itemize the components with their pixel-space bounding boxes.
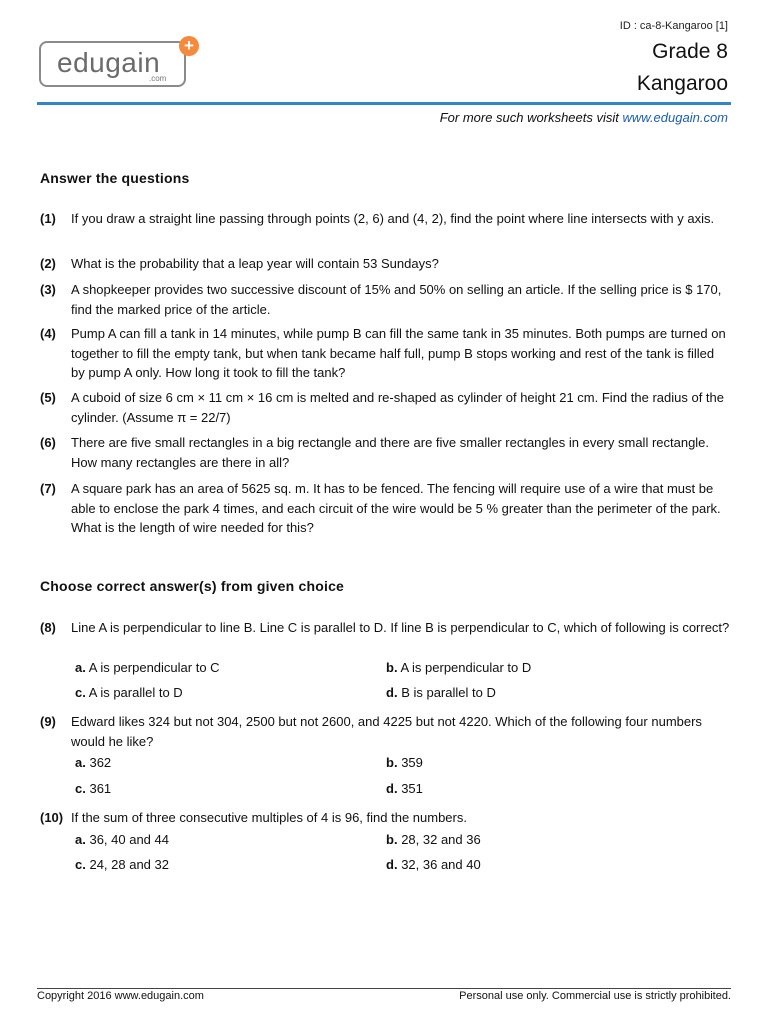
page-id: ID : ca-8-Kangaroo [1] (619, 20, 728, 32)
option-text: 361 (89, 781, 112, 796)
option-text: A is perpendicular to C (88, 660, 220, 675)
option-text: A is perpendicular to D (400, 660, 532, 675)
question-text: Line A is perpendicular to line B. Line C is parallel to D. If line B is perpendicular to C, which of following is correct? (71, 620, 730, 635)
option-text: 359 (401, 755, 423, 770)
option-text: 28, 32 and 36 (401, 832, 481, 847)
question-1 (40, 209, 730, 229)
question-text: A shopkeeper provides two successive discount of 15% and 50% on selling an article. If the selling price is $ 170, find the marked price of the article. (71, 282, 722, 317)
logo-wordmark: edugain (57, 47, 161, 78)
question-text: A cuboid of size 6 cm × 11 cm × 16 cm is melted and re-shaped as cylinder of height 21 cm. Find the radius of the cylinder. (Assume π = 22/7) (71, 390, 724, 425)
options-row (75, 832, 675, 851)
option-d[interactable] (386, 685, 496, 700)
option-text: 362 (89, 755, 112, 770)
question-4 (40, 324, 730, 383)
option-label: b. (386, 755, 398, 770)
section-title-answer: Answer the questions (40, 170, 190, 186)
options-row (75, 857, 675, 876)
option-label: c. (75, 857, 86, 872)
option-c[interactable] (75, 781, 111, 796)
option-text: 351 (401, 781, 423, 796)
options-row (75, 755, 675, 774)
question-8 (40, 618, 730, 638)
option-a[interactable] (75, 832, 169, 847)
option-label: b. (386, 832, 398, 847)
option-c[interactable] (75, 857, 169, 872)
question-text: If you draw a straight line passing through points (2, 6) and (4, 2), find the point where line intersects with y axis. (71, 211, 715, 226)
option-a[interactable] (75, 660, 220, 675)
question-text: What is the probability that a leap year will contain 53 Sundays? (71, 256, 439, 271)
edugain-logo (39, 41, 186, 87)
question-number: (8) (40, 620, 56, 635)
logo-plus-icon: + (179, 36, 199, 56)
option-label: a. (75, 660, 86, 675)
question-9 (40, 712, 730, 751)
option-c[interactable] (75, 685, 183, 700)
option-text: A is parallel to D (88, 685, 183, 700)
question-number: (7) (40, 481, 56, 496)
option-label: a. (75, 832, 86, 847)
option-label: d. (386, 685, 398, 700)
option-text: 24, 28 and 32 (89, 857, 169, 872)
question-number: (5) (40, 390, 56, 405)
option-label: c. (75, 781, 86, 796)
options-row (75, 660, 675, 679)
topic-title: Kangaroo (636, 72, 728, 95)
question-number: (3) (40, 282, 56, 297)
more-worksheets-text: For more such worksheets visit (439, 110, 619, 125)
options-row (75, 781, 675, 800)
question-number: (1) (40, 211, 56, 226)
option-text: B is parallel to D (401, 685, 496, 700)
option-text: 32, 36 and 40 (401, 857, 481, 872)
question-7 (40, 479, 730, 538)
question-6 (40, 433, 730, 472)
option-label: d. (386, 781, 398, 796)
question-number: (4) (40, 326, 56, 341)
grade-title: Grade 8 (652, 40, 728, 63)
footer-notice: Personal use only. Commercial use is strictly prohibited. (459, 990, 731, 1002)
option-d[interactable] (386, 857, 481, 872)
option-b[interactable] (386, 832, 481, 847)
more-worksheets-note (440, 110, 728, 125)
question-number: (6) (40, 435, 56, 450)
logo-domain: .com (149, 74, 167, 83)
option-text: 36, 40 and 44 (89, 832, 169, 847)
footer-copyright: Copyright 2016 www.edugain.com (37, 990, 204, 1002)
question-number: (2) (40, 256, 56, 271)
options-row (75, 685, 675, 704)
option-b[interactable] (386, 755, 423, 770)
question-2 (40, 254, 730, 274)
header-divider (37, 102, 731, 105)
question-number: (9) (40, 714, 56, 729)
option-label: d. (386, 857, 398, 872)
question-5 (40, 388, 730, 427)
option-a[interactable] (75, 755, 111, 770)
question-text: If the sum of three consecutive multiples of 4 is 96, find the numbers. (71, 810, 467, 825)
option-label: b. (386, 660, 398, 675)
option-label: c. (75, 685, 86, 700)
section-title-choose: Choose correct answer(s) from given choice (40, 578, 345, 594)
footer-divider (37, 988, 731, 989)
option-b[interactable] (386, 660, 531, 675)
question-3 (40, 280, 730, 319)
question-text: There are five small rectangles in a big rectangle and there are five smaller rectangles in every small rectangle. How many rectangles are there in all? (71, 435, 710, 470)
question-number: (10) (40, 810, 64, 825)
question-text: Pump A can fill a tank in 14 minutes, while pump B can fill the same tank in 35 minutes. Both pumps are turned on together to fill the empty tank, but when tank became half full, pump B stops working and rest of the tank is filled by pump A only. How long it took to fill the tank? (71, 326, 726, 380)
question-text: A square park has an area of 5625 sq. m. It has to be fenced. The fencing will require use of a wire that must be able to enclose the park 4 times, and each circuit of the wire would be 5 % greater than the perimeter of the park. What is the length of wire needed for this? (71, 481, 721, 535)
question-text: Edward likes 324 but not 304, 2500 but not 2600, and 4225 but not 4220. Which of the following four numbers would he like? (71, 714, 702, 749)
option-d[interactable] (386, 781, 423, 796)
edugain-link[interactable]: www.edugain.com (622, 110, 728, 125)
option-label: a. (75, 755, 86, 770)
question-10 (40, 808, 730, 828)
